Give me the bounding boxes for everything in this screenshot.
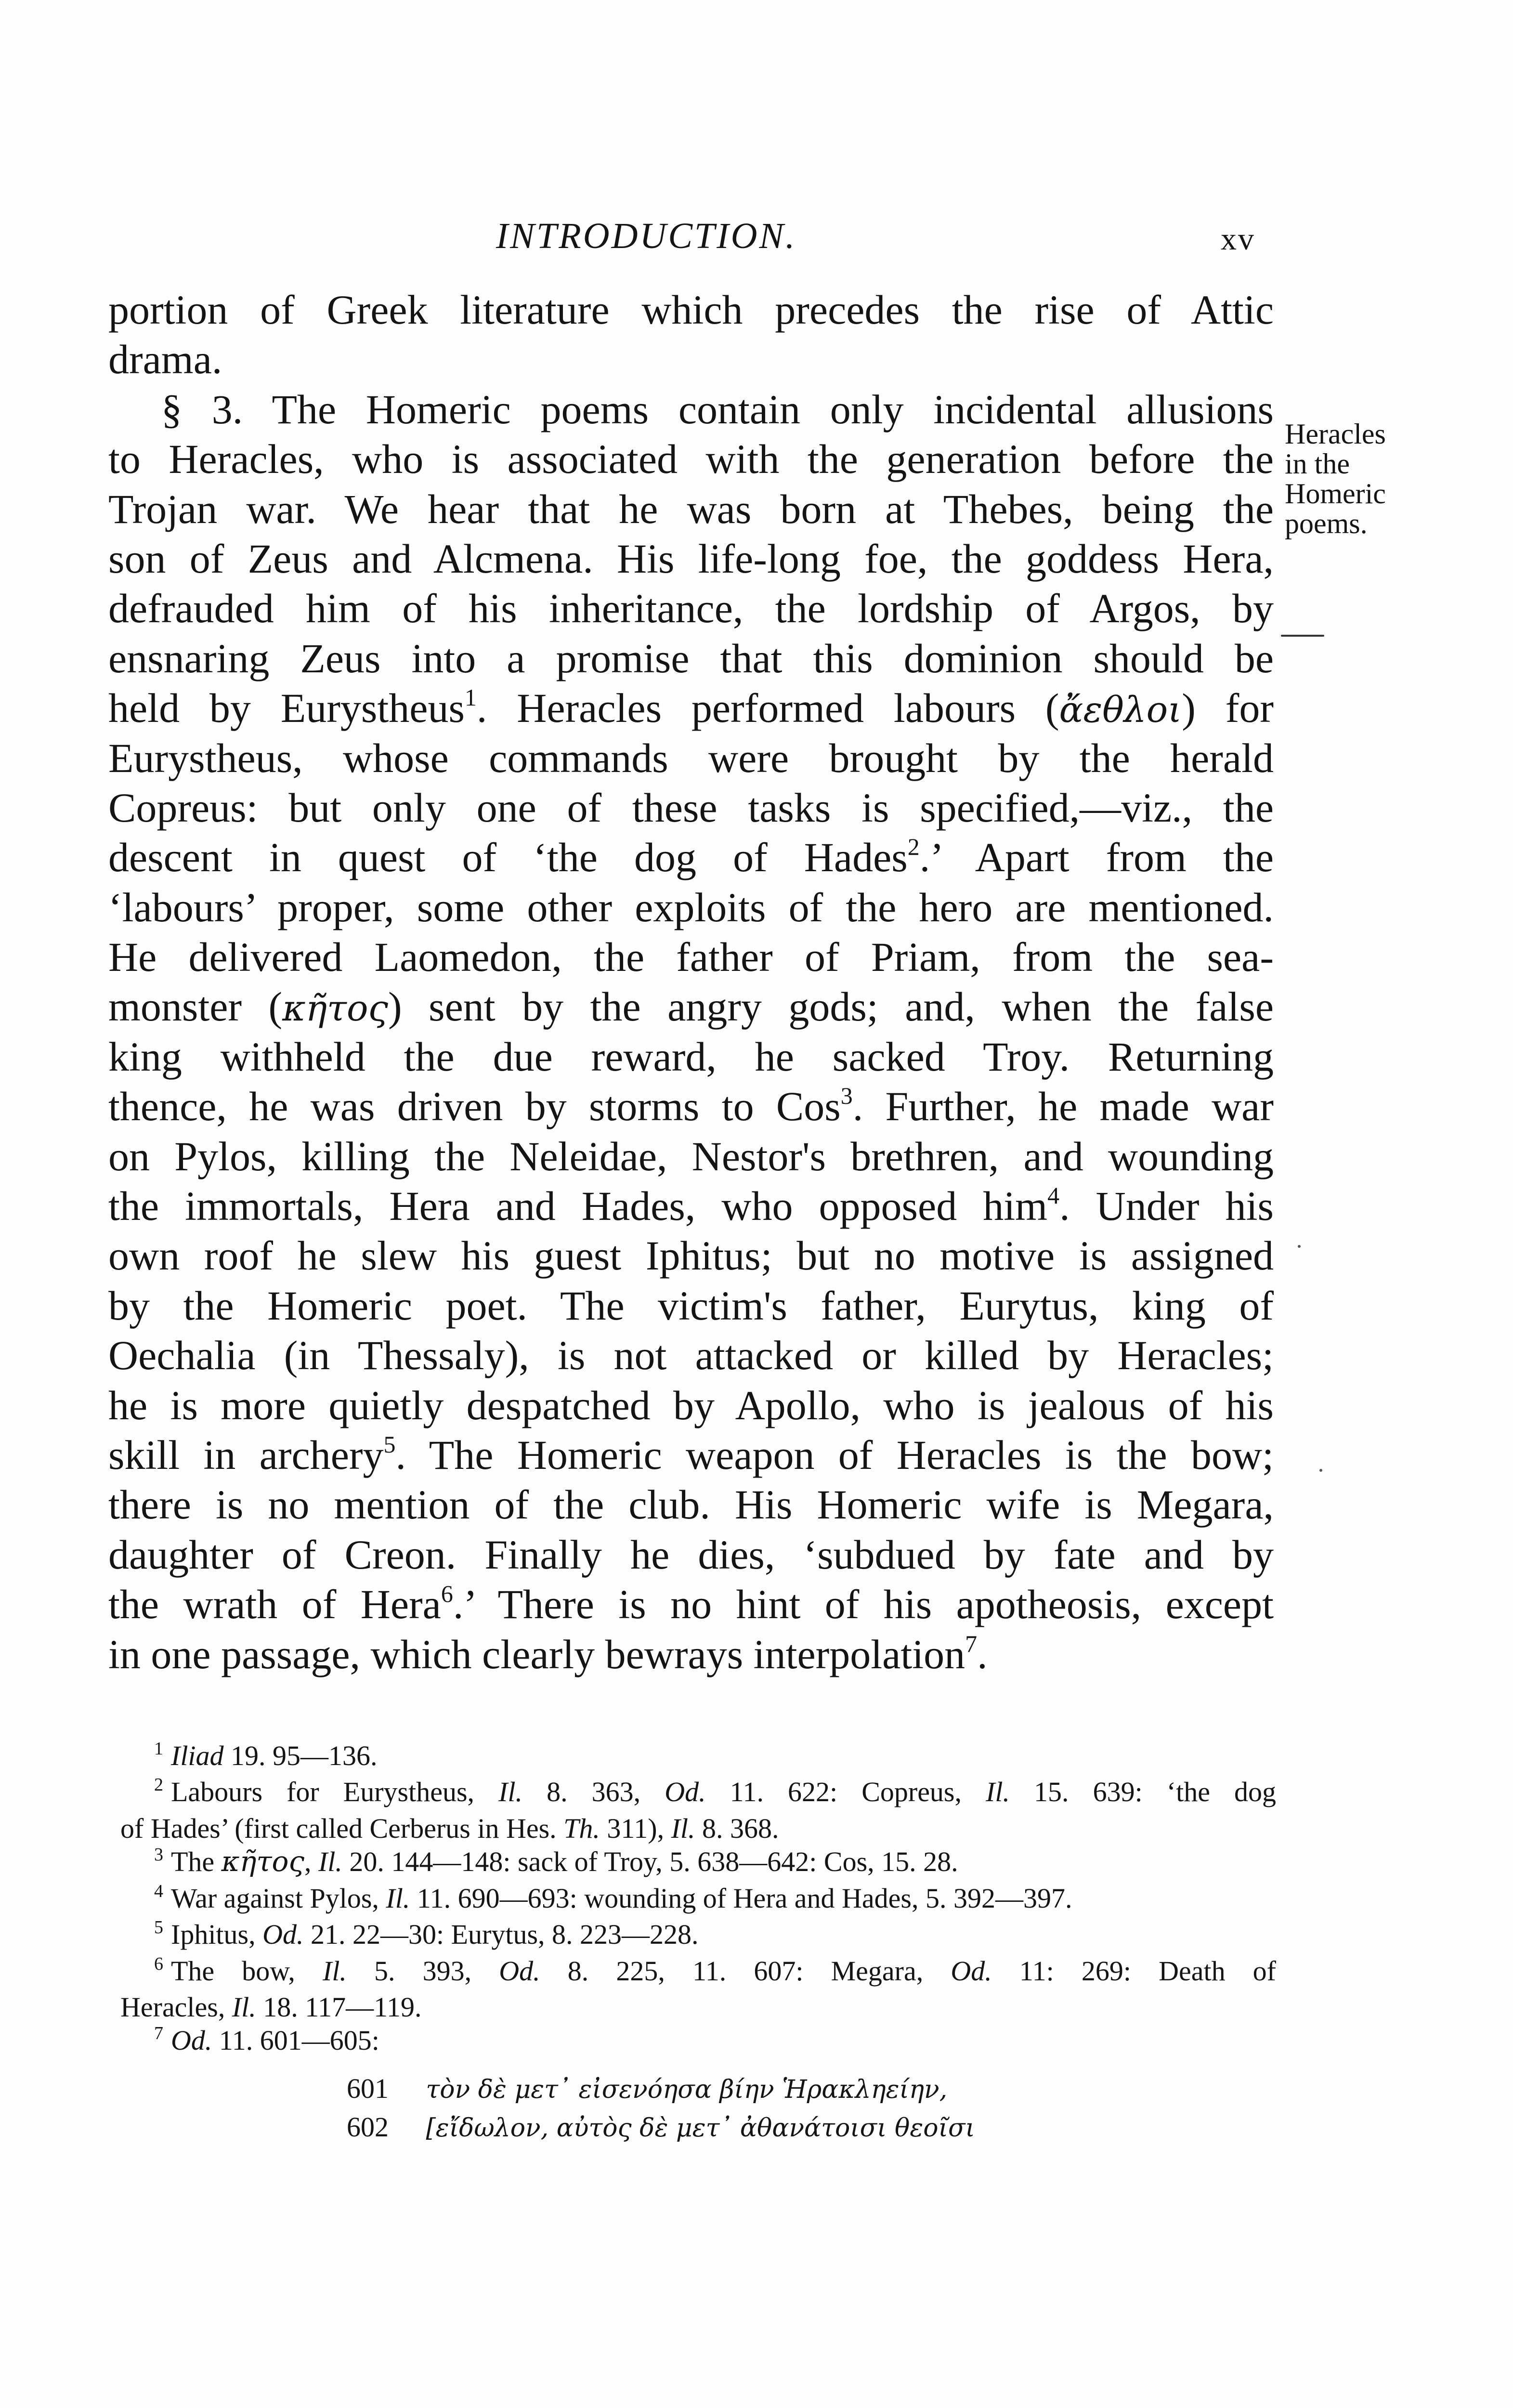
line-text: . Under his xyxy=(1059,1183,1274,1230)
line-text: thence, he was driven by storms to Cos xyxy=(108,1083,841,1130)
footnote xyxy=(120,1955,1276,1991)
text-line xyxy=(108,584,1274,633)
footnote xyxy=(120,1918,1276,1955)
line-text: in one passage, which clearly bewrays interpolation xyxy=(108,1631,965,1677)
footnote-number: 1 xyxy=(154,1738,163,1759)
footnote-reference[interactable]: 4 xyxy=(1047,1182,1060,1209)
text-line xyxy=(108,1082,1274,1131)
footnote xyxy=(120,2024,1276,2061)
footnote-text: 15. 639: ‘the dog xyxy=(1010,1776,1276,1808)
footnote-citation-italic: Iliad xyxy=(171,1740,224,1771)
line-text: .’ There is no hint of his apotheosis, except xyxy=(453,1581,1274,1628)
text-line xyxy=(108,634,1274,683)
line-text: monster ( xyxy=(108,983,283,1030)
text-line xyxy=(108,1132,1274,1181)
footnote-text: 11. 690—693: wounding of Hera and Hades, 5. 392—397. xyxy=(410,1882,1072,1914)
footnote-number: 2 xyxy=(154,1775,163,1795)
footnote-citation-italic: Th. xyxy=(563,1812,600,1844)
footnote-citation-italic: Od. xyxy=(262,1919,304,1950)
line-text: ) for xyxy=(1182,685,1274,732)
line-text: defrauded him of his inheritance, the lordship of Argos, by xyxy=(108,585,1274,632)
footnote-text: 20. 144—148: sack of Troy, 5. 638—642: Cos, 15. 28. xyxy=(342,1846,958,1878)
footnote-citation-italic: Il. xyxy=(498,1776,523,1808)
footnote-citation-italic: κῆτος xyxy=(221,1845,304,1878)
sidenote xyxy=(1285,419,1477,538)
footnote-reference[interactable]: 6 xyxy=(441,1580,453,1608)
footnote-reference[interactable]: 7 xyxy=(965,1630,978,1657)
text-line xyxy=(108,1331,1274,1380)
text-line xyxy=(108,883,1274,932)
running-head xyxy=(0,214,1513,285)
line-text: . Further, he made war xyxy=(852,1083,1274,1130)
footnote-citation-italic: Il. xyxy=(386,1882,410,1914)
margin-speck xyxy=(1319,1469,1322,1472)
text-line xyxy=(108,534,1274,584)
text-line xyxy=(108,932,1274,982)
footnote-text: 11. 601—605: xyxy=(212,2024,379,2056)
footnote-number: 4 xyxy=(154,1881,163,1901)
sidenote-line: in the xyxy=(1285,448,1350,480)
line-text: skill in archery xyxy=(108,1431,384,1478)
text-line xyxy=(108,285,1274,335)
footnote-text: Heracles, xyxy=(120,1991,232,2023)
footnote-citation-italic: Il. xyxy=(232,1991,256,2023)
text-line xyxy=(108,385,1274,434)
running-head-title: INTRODUCTION. xyxy=(496,216,797,256)
footnote-citation-italic: Il. xyxy=(671,1812,695,1844)
line-text: ‘labours’ proper, some other exploits of the hero are mentioned. xyxy=(108,884,1274,930)
verse-text: [εἴδωλον, αὐτὸς δὲ μετ᾽ ἀθανάτοισι θεοῖσι xyxy=(426,2114,975,2143)
greek-word: κῆτος xyxy=(282,988,388,1030)
footnote-text: , xyxy=(304,1846,318,1878)
text-line xyxy=(108,1231,1274,1281)
text-line xyxy=(108,1281,1274,1331)
line-text: held by Eurystheus xyxy=(108,685,465,732)
verse-line xyxy=(347,2108,1513,2147)
footnote-continuation xyxy=(120,1991,1276,2024)
line-text: Trojan war. We hear that he was born at Thebes, being the xyxy=(108,485,1274,532)
sidenote-line: poems. xyxy=(1285,508,1368,539)
sidenote-line: Homeric xyxy=(1285,478,1386,510)
footnote xyxy=(120,1740,1276,1776)
text-line xyxy=(108,1480,1274,1530)
footnotes xyxy=(120,1740,1276,2061)
text-line xyxy=(108,833,1274,882)
footnote-number: 3 xyxy=(154,1845,163,1865)
line-text: ) sent by the angry gods; and, when the false xyxy=(388,983,1274,1030)
text-line xyxy=(108,1181,1274,1231)
line-text: to Heracles, who is associated with the generation before the xyxy=(108,436,1274,483)
footnote-continuation xyxy=(120,1812,1276,1845)
text-line xyxy=(108,1630,1274,1679)
footnote-text: 8. 363, xyxy=(522,1776,665,1808)
line-text: He delivered Laomedon, the father of Priam, from the sea- xyxy=(108,934,1274,981)
text-line xyxy=(108,484,1274,534)
text-line xyxy=(108,1580,1274,1629)
footnote xyxy=(120,1845,1276,1882)
footnote-reference[interactable]: 2 xyxy=(907,833,920,861)
line-text: by the Homeric poet. The victim's father, Eurytus, king of xyxy=(108,1282,1274,1329)
verse-line-number: 601 xyxy=(347,2073,389,2105)
line-text: own roof he slew his guest Iphitus; but no motive is assigned xyxy=(108,1232,1274,1279)
footnote-reference[interactable]: 1 xyxy=(464,684,477,711)
footnote-citation-italic: Od. xyxy=(665,1776,706,1808)
footnote-reference[interactable]: 3 xyxy=(840,1082,853,1110)
greek-word: ἄεθλοι xyxy=(1059,689,1182,731)
line-text: ensnaring Zeus into a promise that this dominion should be xyxy=(108,635,1274,681)
text-line xyxy=(108,733,1274,783)
line-text: . Heracles performed labours ( xyxy=(476,685,1059,732)
text-line xyxy=(108,683,1274,733)
footnote-citation-italic: Od. xyxy=(951,1955,992,1987)
line-text: descent in quest of ‘the dog of Hades xyxy=(108,834,908,881)
footnote-text: The xyxy=(171,1846,222,1878)
footnote-text: 311), xyxy=(600,1812,671,1844)
footnote-reference[interactable]: 5 xyxy=(383,1430,396,1458)
line-text: son of Zeus and Alcmena. His life-long foe, the goddess Hera, xyxy=(108,535,1274,582)
footnote-citation-italic: Il. xyxy=(986,1776,1010,1808)
main-text xyxy=(108,285,1274,1679)
footnote-text: 11. 622: Copreus, xyxy=(705,1776,986,1808)
line-text: .’ Apart from the xyxy=(919,834,1274,881)
footnote-citation-italic: Il. xyxy=(318,1846,342,1878)
text-line xyxy=(108,1032,1274,1082)
footnote-text: 8. 368. xyxy=(695,1812,779,1844)
line-text: . The Homeric weapon of Heracles is the bow; xyxy=(395,1431,1274,1478)
sidenote-line: Heracles xyxy=(1285,418,1386,450)
text-line xyxy=(108,1530,1274,1580)
footnote-text: 11: 269: Death of xyxy=(991,1955,1276,1987)
footnote xyxy=(120,1882,1276,1919)
text-line xyxy=(108,1430,1274,1480)
line-text: Copreus: but only one of these tasks is specified,—viz., the xyxy=(108,784,1274,831)
footnote-number: 6 xyxy=(154,1953,163,1974)
footnote-citation-italic: Od. xyxy=(171,2024,212,2056)
footnote xyxy=(120,1776,1276,1812)
footnote-text: War against Pylos, xyxy=(171,1882,386,1914)
footnote-text: 21. 22—30: Eurytus, 8. 223—228. xyxy=(303,1919,699,1950)
line-text: . xyxy=(977,1631,988,1677)
text-line xyxy=(108,783,1274,833)
footnote-citation-italic: Il. xyxy=(323,1955,347,1987)
footnote-text: Labours for Eurystheus, xyxy=(171,1776,499,1808)
verse-quotation xyxy=(347,2070,1513,2147)
margin-pen-mark xyxy=(1281,635,1324,637)
main-text-area xyxy=(0,285,1513,1679)
text-line xyxy=(108,335,1274,384)
verse-line-number: 602 xyxy=(347,2111,389,2143)
line-text: the immortals, Hera and Hades, who opposed him xyxy=(108,1183,1048,1230)
verse-line xyxy=(347,2070,1513,2108)
footnote-citation-italic: Od. xyxy=(499,1955,540,1987)
line-text: on Pylos, killing the Neleidae, Nestor's brethren, and wounding xyxy=(108,1133,1274,1179)
line-text: § 3. The Homeric poems contain only incidental allusions xyxy=(161,386,1274,432)
line-text: the wrath of Hera xyxy=(108,1581,441,1628)
text-line xyxy=(108,434,1274,484)
line-text: there is no mention of the club. His Homeric wife is Megara, xyxy=(108,1481,1274,1528)
footnote-text: of Hades’ (first called Cerberus in Hes. xyxy=(120,1812,564,1844)
line-text: drama. xyxy=(108,336,222,383)
footnote-text: 5. 393, xyxy=(346,1955,499,1987)
margin-speck xyxy=(1298,1245,1301,1248)
footnote-text: 8. 225, 11. 607: Megara, xyxy=(540,1955,951,1987)
text-line xyxy=(108,982,1274,1032)
footnote-number: 5 xyxy=(154,1917,163,1938)
footnote-number: 7 xyxy=(154,2023,163,2043)
page-number: xv xyxy=(1221,222,1255,257)
footnote-text: 18. 117—119. xyxy=(256,1991,422,2023)
line-text: daughter of Creon. Finally he dies, ‘subdued by fate and by xyxy=(108,1531,1274,1578)
text-line xyxy=(108,1381,1274,1430)
line-text: he is more quietly despatched by Apollo, who is jealous of his xyxy=(108,1382,1274,1428)
verse-text: τὸν δὲ μετ᾽ εἰσενόησα βίην Ἡρακληείην, xyxy=(426,2075,948,2105)
line-text: Eurystheus, whose commands were brought by the herald xyxy=(108,734,1274,781)
line-text: king withheld the due reward, he sacked Troy. Returning xyxy=(108,1033,1274,1080)
line-text: portion of Greek literature which precedes the rise of Attic xyxy=(108,287,1274,333)
line-text: Oechalia (in Thessaly), is not attacked or killed by Heracles; xyxy=(108,1332,1274,1379)
footnote-text: Iphitus, xyxy=(171,1919,263,1950)
footnote-text: 19. 95—136. xyxy=(223,1740,378,1771)
footnote-text: The bow, xyxy=(171,1955,323,1987)
